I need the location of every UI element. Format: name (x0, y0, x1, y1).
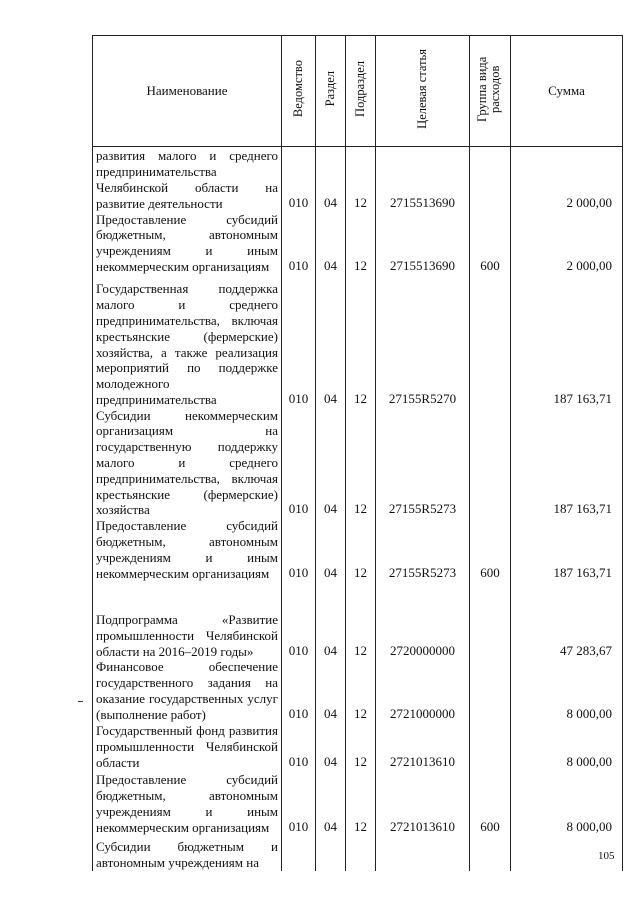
cell-summa: 2 000,00 (511, 147, 623, 212)
cell-podrazdel: 12 (346, 275, 376, 408)
cell-name: Субсидии бюджетным и автономным учреждениям на (93, 836, 282, 871)
cell-gruppa (470, 408, 511, 519)
cell-podrazdel: 12 (346, 581, 376, 659)
table-row (93, 212, 623, 275)
cell-gruppa (470, 659, 511, 722)
header-razdel: Раздел (316, 36, 346, 147)
table-row (93, 659, 623, 722)
header-podrazdel: Подраздел (346, 36, 376, 147)
cell-celevaya: 27155R5270 (376, 275, 470, 408)
cell-podrazdel: 12 (346, 147, 376, 212)
cell-podrazdel: 12 (346, 408, 376, 519)
cell-razdel: 04 (316, 275, 346, 408)
cell-name: Предоставление субсидий бюджетным, автономным учреждениям и иным некоммерческим организациям (93, 771, 282, 836)
cell-gruppa (470, 275, 511, 408)
cell-podrazdel: 12 (346, 518, 376, 581)
cell-name: Государственный фонд развития промышленности Челябинской области (93, 723, 282, 771)
table-row (93, 518, 623, 581)
cell-summa: 2 000,00 (511, 212, 623, 275)
cell-podrazdel: 12 (346, 723, 376, 771)
cell-name: Подпрограмма «Развитие промышленности Челябинской области на 2016–2019 годы» (93, 581, 282, 659)
cell-podrazdel: 12 (346, 659, 376, 722)
table-header (93, 36, 623, 147)
margin-mark (78, 701, 83, 702)
header-vedomstvo: Ведомство (282, 36, 316, 147)
cell-podrazdel: 12 (346, 771, 376, 836)
cell-gruppa (470, 581, 511, 659)
cell-celevaya: 2721000000 (376, 659, 470, 722)
cell-celevaya: 2715513690 (376, 212, 470, 275)
page-number: 105 (598, 850, 615, 862)
cell-vedomstvo: 010 (282, 408, 316, 519)
cell-summa: 187 163,71 (511, 408, 623, 519)
cell-gruppa (470, 147, 511, 212)
header-celevaya: Целевая статья (376, 36, 470, 147)
table-row (93, 771, 623, 836)
cell-vedomstvo (282, 836, 316, 871)
cell-razdel: 04 (316, 659, 346, 722)
cell-gruppa: 600 (470, 771, 511, 836)
budget-table (92, 35, 623, 871)
header-summa: Сумма (511, 36, 623, 147)
cell-summa: 187 163,71 (511, 518, 623, 581)
cell-gruppa (470, 723, 511, 771)
table-row (93, 836, 623, 871)
cell-celevaya: 27155R5273 (376, 408, 470, 519)
cell-summa: 187 163,71 (511, 275, 623, 408)
cell-vedomstvo: 010 (282, 581, 316, 659)
table-row (93, 408, 623, 519)
cell-name: Предоставление субсидий бюджетным, автономным учреждениям и иным некоммерческим организациям (93, 518, 282, 581)
table-row (93, 147, 623, 212)
cell-razdel: 04 (316, 212, 346, 275)
cell-summa: 8 000,00 (511, 723, 623, 771)
cell-vedomstvo: 010 (282, 771, 316, 836)
cell-vedomstvo: 010 (282, 275, 316, 408)
cell-gruppa: 600 (470, 518, 511, 581)
cell-name: Финансовое обеспечение государственного задания на оказание государственных услуг (выполнение работ) (93, 659, 282, 722)
cell-name: Субсидии некоммерческим организациям на государственную поддержку малого и среднего предпринимательства, включая крестьянские (фермерские) хозяйства (93, 408, 282, 519)
cell-celevaya: 2720000000 (376, 581, 470, 659)
cell-name: развития малого и среднего предпринимательства Челябинской области на развитие деятельности (93, 147, 282, 212)
cell-vedomstvo: 010 (282, 147, 316, 212)
table-row (93, 275, 623, 408)
cell-razdel: 04 (316, 581, 346, 659)
cell-razdel: 04 (316, 723, 346, 771)
cell-razdel (316, 836, 346, 871)
cell-celevaya: 27155R5273 (376, 518, 470, 581)
cell-summa: 8 000,00 (511, 771, 623, 836)
cell-razdel: 04 (316, 147, 346, 212)
cell-vedomstvo: 010 (282, 212, 316, 275)
cell-razdel: 04 (316, 408, 346, 519)
cell-gruppa: 600 (470, 212, 511, 275)
table-body (93, 147, 623, 871)
cell-vedomstvo: 010 (282, 518, 316, 581)
cell-vedomstvo: 010 (282, 723, 316, 771)
cell-name: Государственная поддержка малого и среднего предпринимательства, включая крестьянские (фермерские) хозяйства, а также реализация мероприятий по поддержке молодежного предпринимательства (93, 275, 282, 408)
cell-gruppa (470, 836, 511, 871)
header-name: Наименование (93, 36, 282, 147)
cell-podrazdel (346, 836, 376, 871)
cell-celevaya: 2721013610 (376, 771, 470, 836)
header-gruppa: Группа вида расходов (470, 36, 511, 147)
cell-podrazdel: 12 (346, 212, 376, 275)
cell-razdel: 04 (316, 518, 346, 581)
cell-name: Предоставление субсидий бюджетным, автономным учреждениям и иным некоммерческим организациям (93, 212, 282, 275)
table-row (93, 581, 623, 659)
table-row (93, 723, 623, 771)
cell-summa: 8 000,00 (511, 659, 623, 722)
cell-celevaya (376, 836, 470, 871)
cell-razdel: 04 (316, 771, 346, 836)
cell-summa: 47 283,67 (511, 581, 623, 659)
cell-celevaya: 2721013610 (376, 723, 470, 771)
cell-celevaya: 2715513690 (376, 147, 470, 212)
cell-vedomstvo: 010 (282, 659, 316, 722)
